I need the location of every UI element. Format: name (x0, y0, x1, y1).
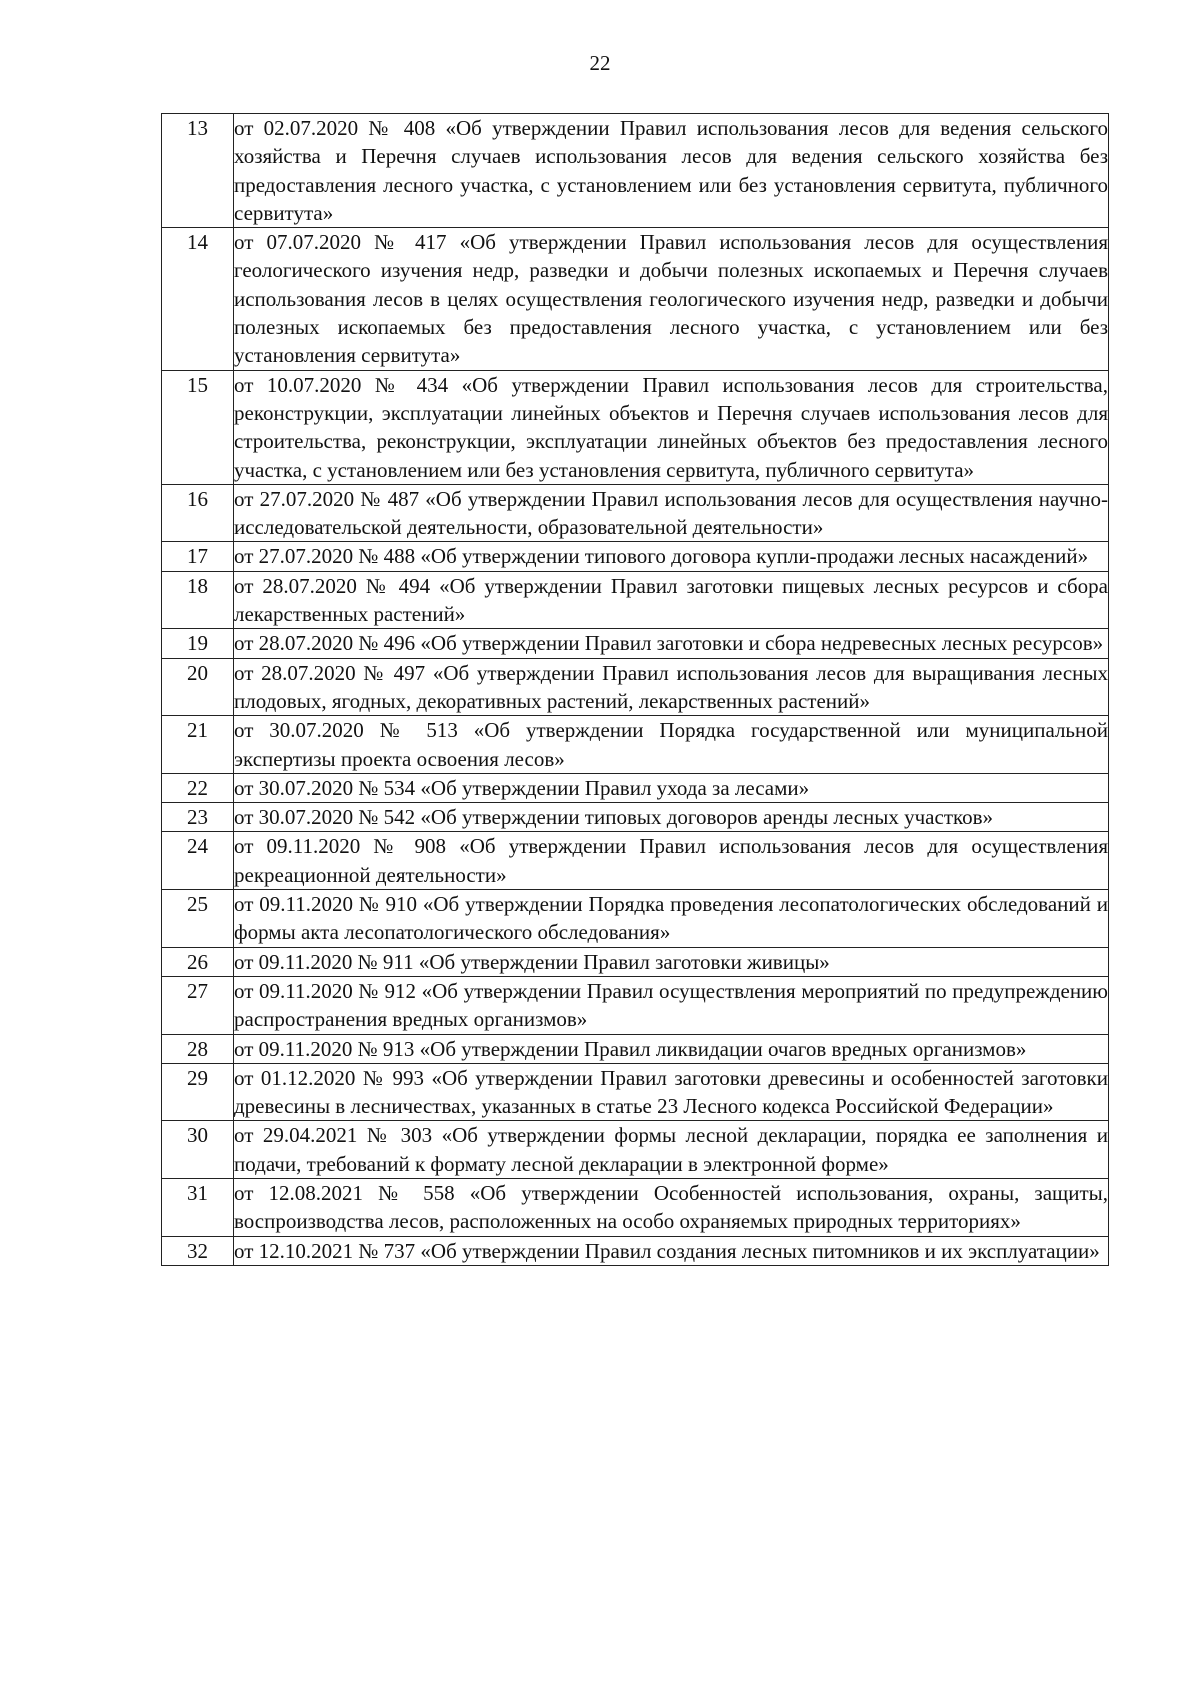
row-document-description: от 28.07.2020 № 494 «Об утверждении Правил заготовки пищевых лесных ресурсов и сбора лекарственных растений» (234, 571, 1109, 629)
row-document-description: от 28.07.2020 № 497 «Об утверждении Правил использования лесов для выращивания лесных плодовых, ягодных, декоративных растений, лекарственных растений» (234, 658, 1109, 716)
table-row (162, 803, 1109, 832)
row-document-description: от 07.07.2020 № 417 «Об утверждении Правил использования лесов для осуществления геологического изучения недр, разведки и добычи полезных ископаемых и Перечня случаев использования лесов в целях осуществления геологического изучения недр, разведки и добычи полезных ископаемых без предоставления лесного участка, с установлением или без установления сервитута» (234, 228, 1109, 370)
table-row (162, 1178, 1109, 1236)
row-document-description: от 27.07.2020 № 487 «Об утверждении Правил использования лесов для осуществления научно-исследовательской деятельности, образовательной деятельности» (234, 484, 1109, 542)
table-row (162, 773, 1109, 802)
row-document-description: от 12.08.2021 № 558 «Об утверждении Особенностей использования, охраны, защиты, воспроизводства лесов, расположенных на особо охраняемых природных территориях» (234, 1178, 1109, 1236)
row-number: 21 (162, 716, 234, 774)
row-document-description: от 02.07.2020 № 408 «Об утверждении Правил использования лесов для ведения сельского хозяйства и Перечня случаев использования лесов для ведения сельского хозяйства без предоставления лесного участка, с установлением или без установления сервитута, публичного сервитута» (234, 114, 1109, 228)
row-document-description: от 30.07.2020 № 542 «Об утверждении типовых договоров аренды лесных участков» (234, 803, 1109, 832)
row-document-description: от 27.07.2020 № 488 «Об утверждении типового договора купли-продажи лесных насаждений» (234, 542, 1109, 571)
row-document-description: от 09.11.2020 № 910 «Об утверждении Порядка проведения лесопатологических обследований и формы акта лесопатологического обследования» (234, 890, 1109, 948)
row-number: 20 (162, 658, 234, 716)
row-document-description: от 30.07.2020 № 534 «Об утверждении Правил ухода за лесами» (234, 773, 1109, 802)
row-number: 31 (162, 1178, 234, 1236)
document-table (161, 113, 1109, 1266)
table-row (162, 114, 1109, 228)
row-number: 13 (162, 114, 234, 228)
table-row (162, 947, 1109, 976)
table-row (162, 658, 1109, 716)
table-body (162, 114, 1109, 1266)
table-row (162, 716, 1109, 774)
row-number: 16 (162, 484, 234, 542)
row-number: 32 (162, 1236, 234, 1265)
row-number: 25 (162, 890, 234, 948)
row-number: 29 (162, 1063, 234, 1121)
row-number: 22 (162, 773, 234, 802)
row-document-description: от 12.10.2021 № 737 «Об утверждении Правил создания лесных питомников и их эксплуатации» (234, 1236, 1109, 1265)
table-row (162, 370, 1109, 484)
row-number: 26 (162, 947, 234, 976)
table-row (162, 484, 1109, 542)
row-number: 14 (162, 228, 234, 370)
row-document-description: от 29.04.2021 № 303 «Об утверждении формы лесной декларации, порядка ее заполнения и подачи, требований к формату лесной декларации в электронной форме» (234, 1121, 1109, 1179)
table-row (162, 1121, 1109, 1179)
row-document-description: от 10.07.2020 № 434 «Об утверждении Правил использования лесов для строительства, реконструкции, эксплуатации линейных объектов и Перечня случаев использования лесов для строительства, реконструкции, эксплуатации линейных объектов без предоставления лесного участка, с установлением или без установления сервитута, публичного сервитута» (234, 370, 1109, 484)
page-number: 22 (589, 51, 611, 75)
row-number: 30 (162, 1121, 234, 1179)
row-document-description: от 09.11.2020 № 912 «Об утверждении Правил осуществления мероприятий по предупреждению распространения вредных организмов» (234, 976, 1109, 1034)
table-row (162, 1034, 1109, 1063)
table-row (162, 1063, 1109, 1121)
row-document-description: от 30.07.2020 № 513 «Об утверждении Порядка государственной или муниципальной экспертизы проекта освоения лесов» (234, 716, 1109, 774)
row-number: 24 (162, 832, 234, 890)
table-row (162, 832, 1109, 890)
table-row (162, 890, 1109, 948)
table-row (162, 976, 1109, 1034)
row-document-description: от 09.11.2020 № 913 «Об утверждении Правил ликвидации очагов вредных организмов» (234, 1034, 1109, 1063)
row-number: 15 (162, 370, 234, 484)
table-row (162, 542, 1109, 571)
table-row (162, 1236, 1109, 1265)
row-number: 19 (162, 629, 234, 658)
row-document-description: от 09.11.2020 № 908 «Об утверждении Правил использования лесов для осуществления рекреационной деятельности» (234, 832, 1109, 890)
row-document-description: от 28.07.2020 № 496 «Об утверждении Правил заготовки и сбора недревесных лесных ресурсов» (234, 629, 1109, 658)
row-number: 23 (162, 803, 234, 832)
row-number: 17 (162, 542, 234, 571)
row-document-description: от 09.11.2020 № 911 «Об утверждении Правил заготовки живицы» (234, 947, 1109, 976)
row-number: 18 (162, 571, 234, 629)
table-row (162, 629, 1109, 658)
row-number: 28 (162, 1034, 234, 1063)
table-row (162, 228, 1109, 370)
table-row (162, 571, 1109, 629)
row-document-description: от 01.12.2020 № 993 «Об утверждении Правил заготовки древесины и особенностей заготовки древесины в лесничествах, указанных в статье 23 Лесного кодекса Российской Федерации» (234, 1063, 1109, 1121)
row-number: 27 (162, 976, 234, 1034)
